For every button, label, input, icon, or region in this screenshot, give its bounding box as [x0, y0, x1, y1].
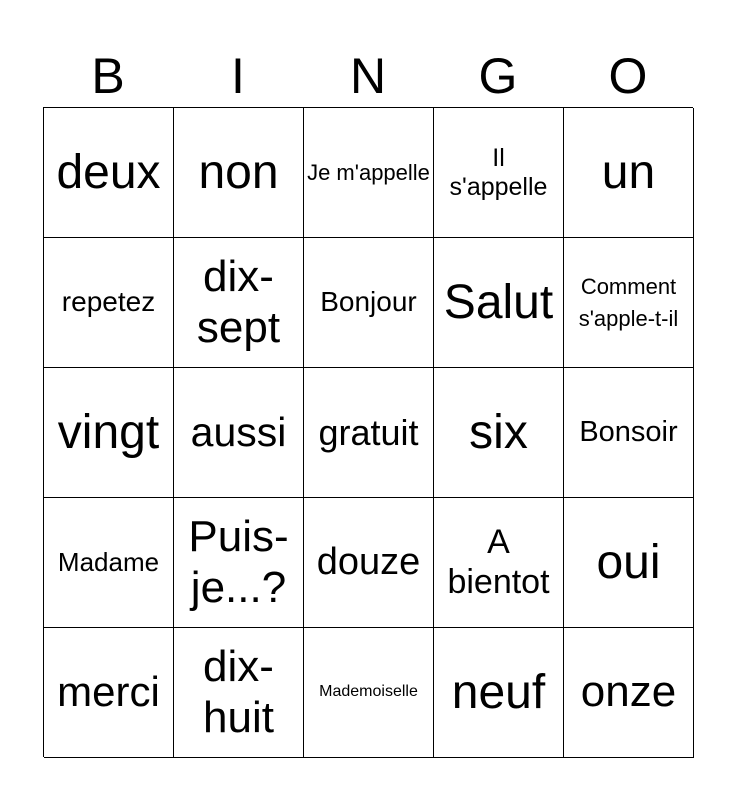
bingo-cell[interactable]: gratuit — [304, 368, 434, 498]
bingo-cell[interactable]: Il s'appelle — [434, 108, 564, 238]
bingo-cell[interactable]: Madame — [44, 498, 174, 628]
bingo-cell[interactable]: vingt — [44, 368, 174, 498]
bingo-cell[interactable]: merci — [44, 628, 174, 758]
header-letter-b: B — [91, 48, 125, 104]
bingo-cell[interactable]: Puis-je...? — [174, 498, 304, 628]
bingo-cell[interactable]: Comment s'apple-t-il — [564, 238, 694, 368]
header-letter-i: I — [231, 48, 245, 104]
header-letter-g: G — [478, 48, 518, 104]
bingo-cell[interactable]: Je m'appelle — [304, 108, 434, 238]
bingo-cell[interactable]: onze — [564, 628, 694, 758]
bingo-cell[interactable]: aussi — [174, 368, 304, 498]
bingo-cell[interactable]: dix-sept — [174, 238, 304, 368]
bingo-cell[interactable]: oui — [564, 498, 694, 628]
bingo-header — [43, 48, 693, 104]
bingo-cell[interactable]: repetez — [44, 238, 174, 368]
header-letter-n: N — [349, 48, 387, 104]
bingo-cell[interactable]: douze — [304, 498, 434, 628]
bingo-cell[interactable]: Mademoiselle — [304, 628, 434, 758]
bingo-cell[interactable]: Salut — [434, 238, 564, 368]
bingo-grid — [43, 107, 693, 757]
bingo-cell[interactable]: deux — [44, 108, 174, 238]
bingo-cell[interactable]: un — [564, 108, 694, 238]
bingo-cell[interactable]: six — [434, 368, 564, 498]
bingo-cell[interactable]: dix-huit — [174, 628, 304, 758]
header-letter-o: O — [608, 48, 648, 104]
bingo-cell[interactable]: Bonsoir — [564, 368, 694, 498]
bingo-cell[interactable]: A bientot — [434, 498, 564, 628]
bingo-cell[interactable]: non — [174, 108, 304, 238]
bingo-cell[interactable]: neuf — [434, 628, 564, 758]
bingo-cell[interactable]: Bonjour — [304, 238, 434, 368]
